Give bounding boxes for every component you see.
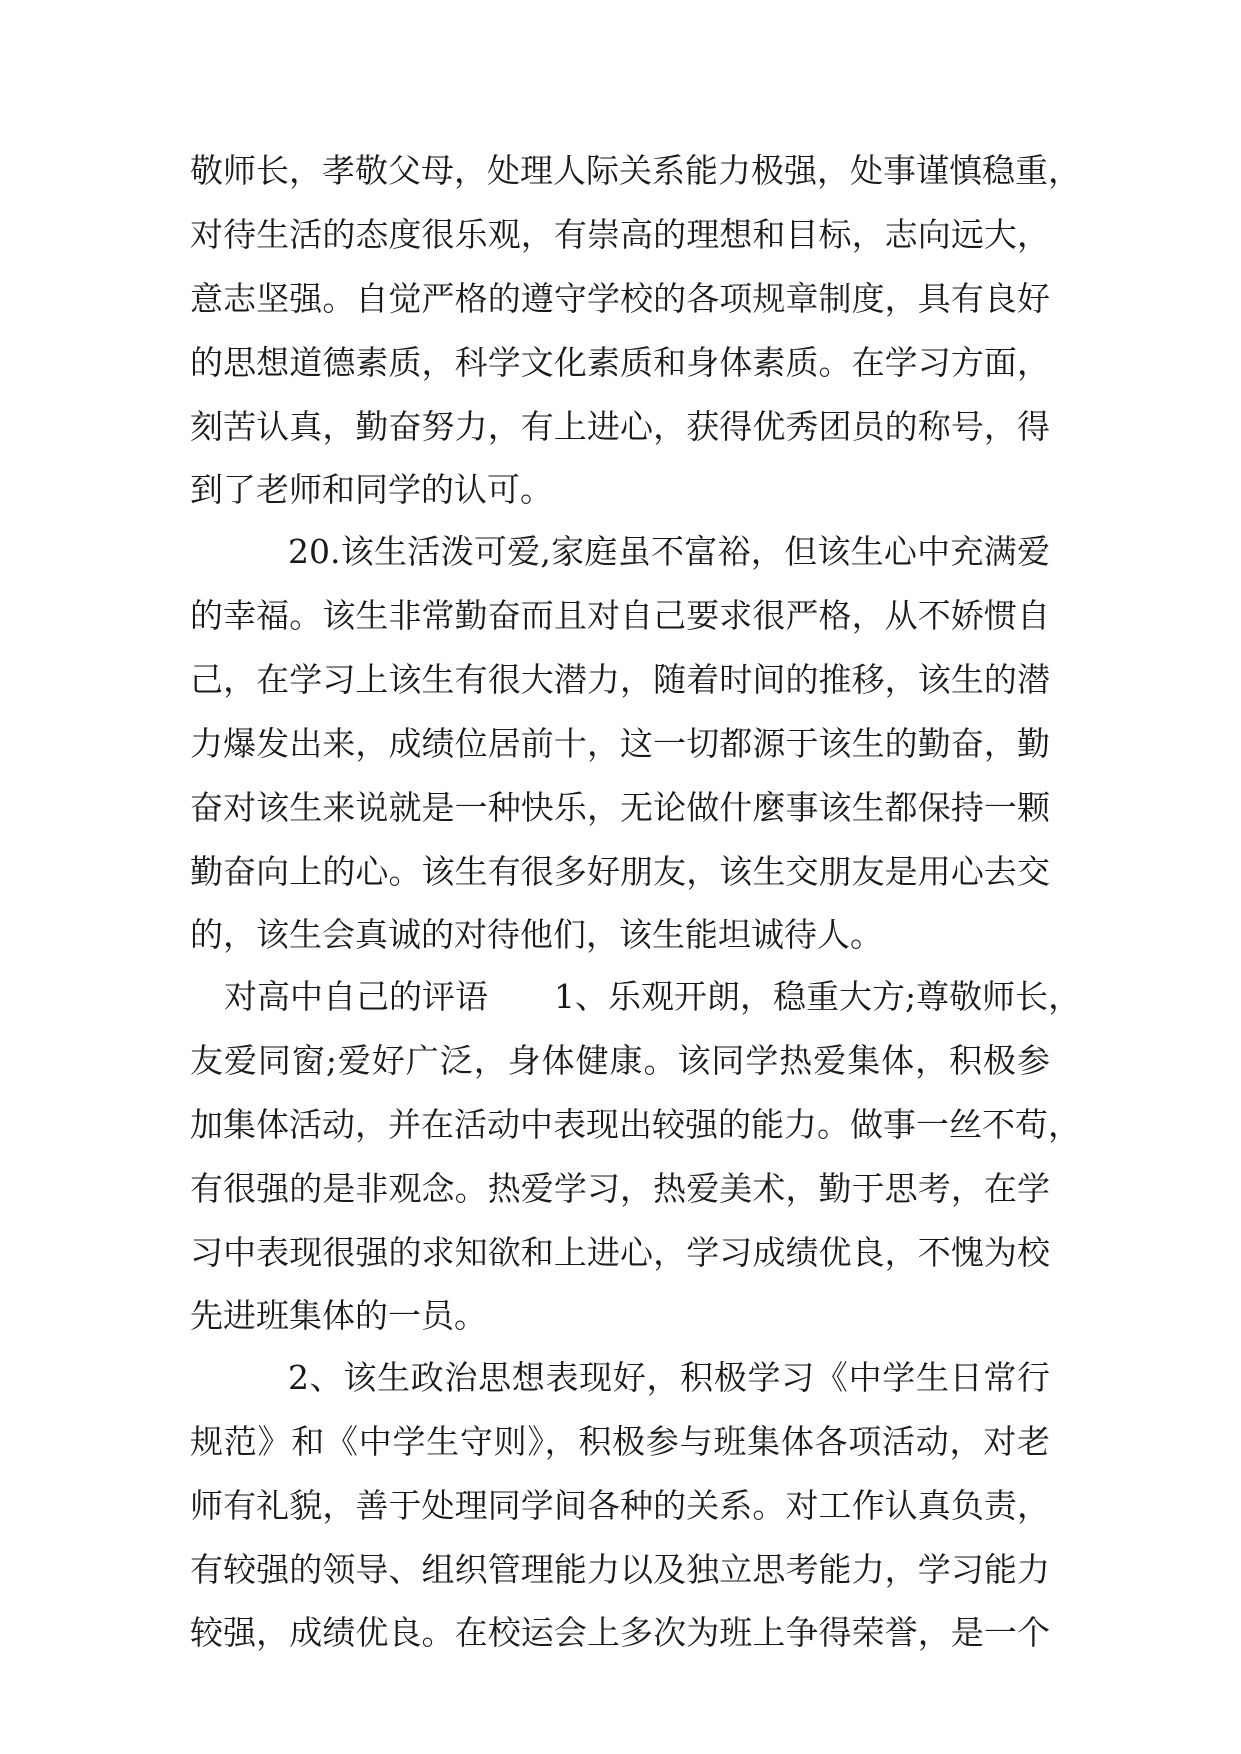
text-line: 的思想道德素质，科学文化素质和身体素质。在学习方面， [190, 343, 1050, 382]
text-line: 奋对该生来说就是一种快乐，无论做什麼事该生都保持一颗 [190, 788, 1050, 827]
text-line: 师有礼貌，善于处理同学间各种的关系。对工作认真负责， [190, 1486, 1050, 1525]
text-line: 加集体活动，并在活动中表现出较强的能力。做事一丝不苟， [190, 1105, 1081, 1144]
text-line: 友爱同窗;爱好广泛，身体健康。该同学热爱集体，积极参 [190, 1041, 1050, 1080]
text-line: 己，在学习上该生有很大潜力，随着时间的推移，该生的潜 [190, 660, 1050, 699]
text-line: 力爆发出来，成绩位居前十，这一切都源于该生的勤奋，勤 [190, 724, 1050, 763]
text-line: 意志坚强。自觉严格的遵守学校的各项规章制度，具有良好 [190, 279, 1050, 318]
text-line: 有较强的领导、组织管理能力以及独立思考能力，学习能力 [190, 1550, 1050, 1589]
paragraph-start-line: 20.该生活泼可爱,家庭虽不富裕，但该生心中充满爱 [288, 532, 1050, 571]
text-line: 的幸福。该生非常勤奋而且对自己要求很严格，从不娇惯自 [190, 596, 1050, 635]
text-line: 先进班集体的一员。 [190, 1296, 487, 1335]
paragraph-start-line: 2、该生政治思想表现好，积极学习《中学生日常行 [288, 1358, 1050, 1397]
text-line: 敬师长，孝敬父母，处理人际关系能力极强，处事谨慎稳重， [190, 151, 1081, 190]
text-line: 刻苦认真，勤奋努力，有上进心，获得优秀团员的称号，得 [190, 407, 1050, 446]
text-line: 习中表现很强的求知欲和上进心，学习成绩优良，不愧为校 [190, 1233, 1050, 1272]
section-heading-line: 对高中自己的评语 1、乐观开朗，稳重大方;尊敬师长， [224, 977, 1082, 1016]
text-line: 规范》和《中学生守则》，积极参与班集体各项活动，对老 [190, 1422, 1050, 1461]
text-line: 到了老师和同学的认可。 [190, 470, 553, 509]
text-line: 较强，成绩优良。在校运会上多次为班上争得荣誉，是一个 [190, 1613, 1050, 1652]
text-line: 的，该生会真诚的对待他们，该生能坦诚待人。 [190, 915, 883, 954]
text-line: 对待生活的态度很乐观，有崇高的理想和目标，志向远大， [190, 215, 1050, 254]
text-line: 勤奋向上的心。该生有很多好朋友，该生交朋友是用心去交 [190, 852, 1050, 891]
text-line: 有很强的是非观念。热爱学习，热爱美术，勤于思考，在学 [190, 1169, 1050, 1208]
